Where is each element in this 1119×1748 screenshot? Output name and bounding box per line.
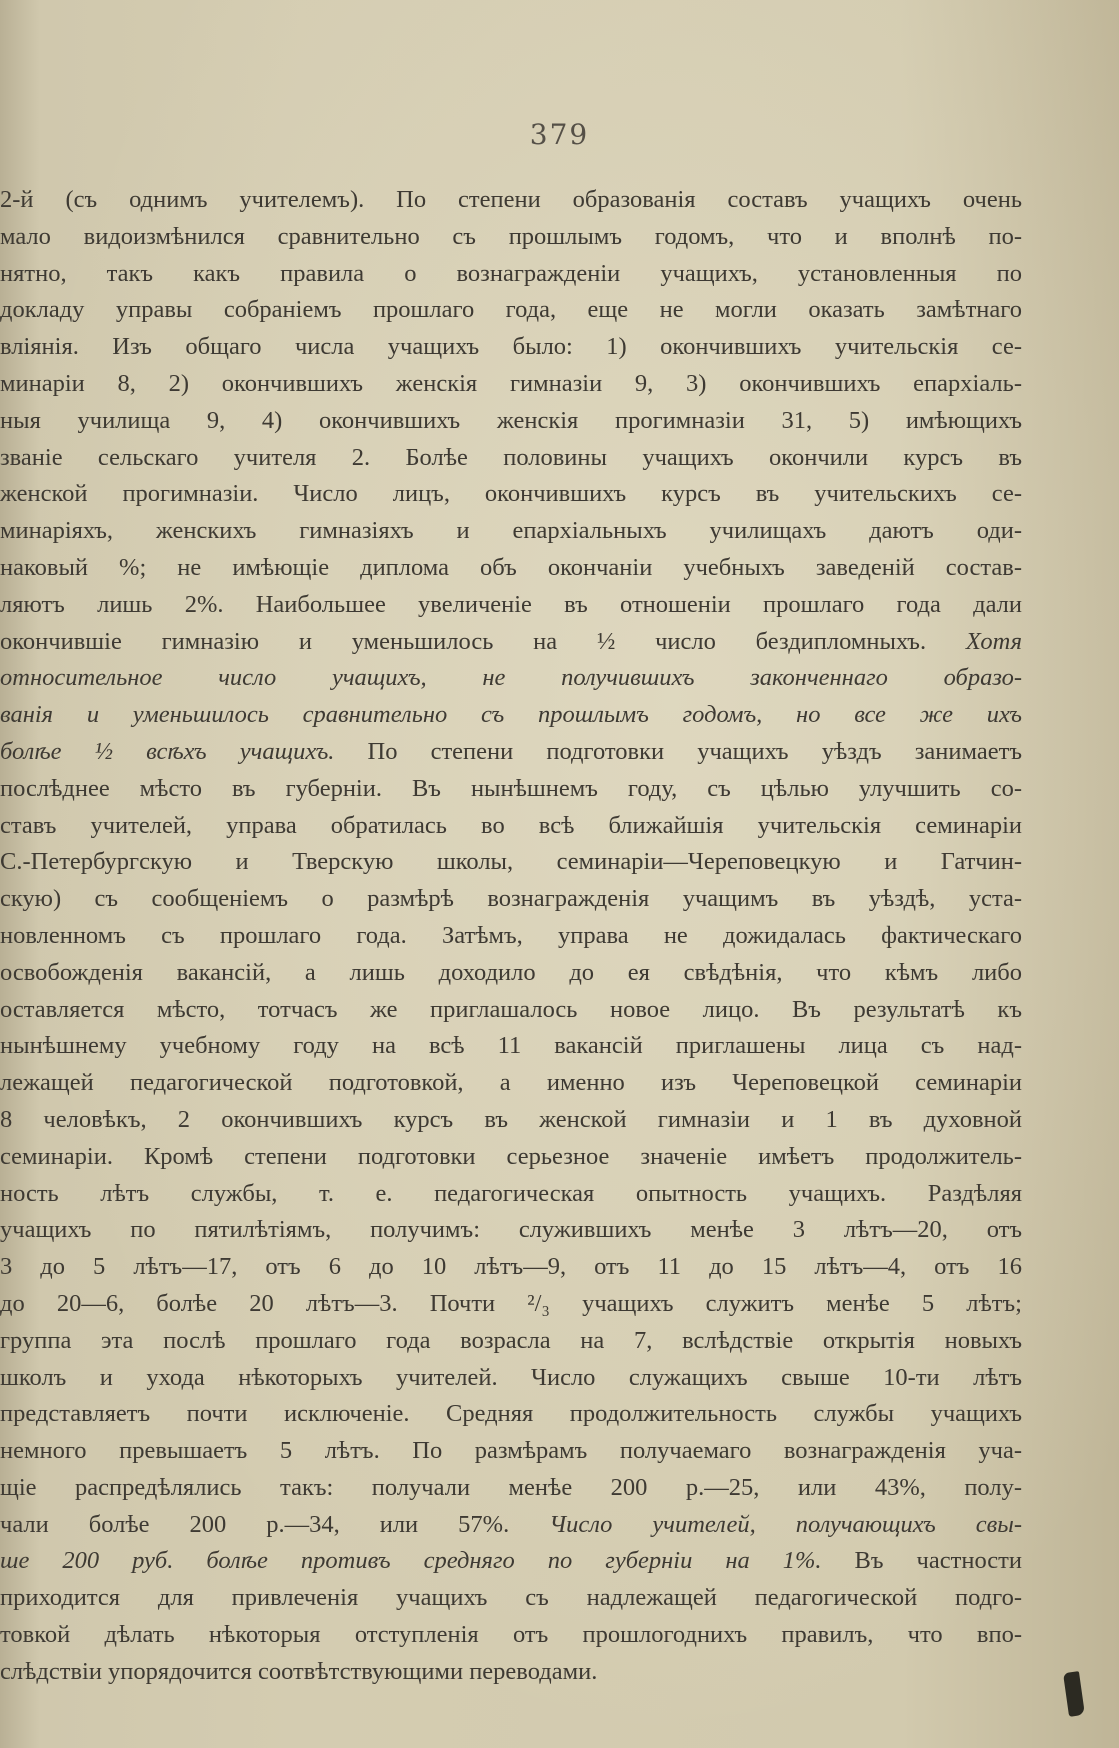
- italic-run: ше 200 руб. болѣе противъ средняго по губерніи на 1%.: [0, 1547, 822, 1575]
- text-line: нынѣшнему учебному году на всѣ 11 вакансій приглашены лица съ над-: [0, 1032, 1022, 1060]
- text-run: чали болѣе 200 р.—34, или 57%.: [0, 1510, 510, 1538]
- text-line: вліянія. Изъ общаго числа учащихъ было: 1) окончившихъ учительскія се-: [0, 333, 1022, 361]
- text-line: 3 до 5 лѣтъ—17, отъ 6 до 10 лѣтъ—9, отъ 11 до 15 лѣтъ—4, отъ 16: [0, 1253, 1022, 1281]
- text-run: По степени подготовки учащихъ уѣздъ занимаетъ: [367, 737, 1022, 765]
- text-line: [0, 734, 1022, 771]
- text-line: представляетъ почти исключеніе. Средняя продолжительность службы учащихъ: [0, 1400, 1022, 1428]
- text-line: скую) съ сообщеніемъ о размѣрѣ вознагражденія учащимъ въ уѣздѣ, уста-: [0, 885, 1022, 913]
- italic-run: Хотя: [965, 627, 1022, 655]
- text-line: немного превышаетъ 5 лѣтъ. По размѣрамъ получаемаго вознагражденія уча-: [0, 1437, 1022, 1465]
- text-line: слѣдствіи упорядочится соотвѣтствующими переводами.: [0, 1657, 598, 1685]
- text-line: лежащей педагогической подготовкой, а именно изъ Череповецкой семинаріи: [0, 1069, 1022, 1097]
- text-line: товкой дѣлать нѣкоторыя отступленія отъ прошлогоднихъ правилъ, что впо-: [0, 1621, 1022, 1649]
- text-line: учащихъ по пятилѣтіямъ, получимъ: служившихъ менѣе 3 лѣтъ—20, отъ: [0, 1216, 1022, 1244]
- text-line: минаріи 8, 2) окончившихъ женскія гимназіи 9, 3) окончившихъ епархіаль-: [0, 369, 1022, 397]
- italic-line: ванія и уменьшилось сравнительно съ прошлымъ годомъ, но все же ихъ: [0, 701, 1022, 729]
- text-line: докладу управы собраніемъ прошлаго года, еще не могли оказать замѣтнаго: [0, 296, 1022, 324]
- binding-edge-mark: [1063, 1671, 1085, 1717]
- text-run: Въ частности: [854, 1547, 1022, 1575]
- text-line: ныя училища 9, 4) окончившихъ женскія прогимназіи 31, 5) имѣющихъ: [0, 406, 1022, 434]
- text-line: щіе распредѣлялись такъ: получали менѣе 200 р.—25, или 43%, полу-: [0, 1473, 1022, 1501]
- text-line: 8 человѣкъ, 2 окончившихъ курсъ въ женской гимназіи и 1 въ духовной: [0, 1105, 1022, 1133]
- text-line: наковый %; не имѣющіе диплома объ окончаніи учебныхъ заведеній состав-: [0, 553, 1022, 581]
- text-line: оставляется мѣсто, тотчасъ же приглашалось новое лицо. Въ результатѣ къ: [0, 995, 1022, 1023]
- text-line: новленномъ съ прошлаго года. Затѣмъ, управа не дожидалась фактическаго: [0, 921, 1022, 949]
- text-line: званіе сельскаго учителя 2. Болѣе половины учащихъ окончили курсъ въ: [0, 443, 1022, 471]
- text-line: мало видоизмѣнился сравнительно съ прошлымъ годомъ, что и вполнѣ по-: [0, 222, 1022, 250]
- text-line: [0, 1543, 1022, 1580]
- text-line: [0, 624, 1022, 661]
- text-line: семинаріи. Кромѣ степени подготовки серьезное значеніе имѣетъ продолжитель-: [0, 1142, 1022, 1170]
- page-number: 379: [529, 118, 590, 151]
- text-line: женской прогимназіи. Число лицъ, окончившихъ курсъ въ учительскихъ се-: [0, 480, 1022, 508]
- text-run: окончившіе гимназію и уменьшилось на ½ число бездипломныхъ.: [0, 627, 927, 655]
- text-line: ность лѣтъ службы, т. е. педагогическая опытность учащихъ. Раздѣляя: [0, 1179, 1022, 1207]
- italic-run: Число учителей, получающихъ свы-: [549, 1510, 1022, 1538]
- text-line: минаріяхъ, женскихъ гимназіяхъ и епархіальныхъ училищахъ даютъ оди-: [0, 517, 1022, 545]
- text-line: приходится для привлеченія учащихъ съ надлежащей педагогической подго-: [0, 1584, 1022, 1612]
- text-line: группа эта послѣ прошлаго года возрасла на 7, вслѣдствіе открытія новыхъ: [0, 1326, 1022, 1354]
- text-line: до 20—6, болѣе 20 лѣтъ—3. Почти ²/₃ учащихъ служитъ менѣе 5 лѣтъ;: [0, 1289, 1022, 1317]
- text-line: послѣднее мѣсто въ губерніи. Въ нынѣшнемъ году, съ цѣлью улучшить со-: [0, 774, 1022, 802]
- text-line: школъ и ухода нѣкоторыхъ учителей. Число служащихъ свыше 10-ти лѣтъ: [0, 1363, 1022, 1391]
- italic-run: болѣе ½ всѣхъ учащихъ.: [0, 737, 335, 765]
- text-line: ляютъ лишь 2%. Наибольшее увеличеніе въ отношеніи прошлаго года дали: [0, 590, 1022, 618]
- text-line: [0, 1507, 1022, 1544]
- body-text: [0, 182, 1022, 1691]
- text-line: освобожденія вакансій, а лишь доходило до ея свѣдѣнія, что кѣмъ либо: [0, 958, 1022, 986]
- text-line: нятно, такъ какъ правила о вознагражденіи учащихъ, установленныя по: [0, 259, 1022, 287]
- text-line: С.-Петербургскую и Тверскую школы, семинаріи—Череповецкую и Гатчин-: [0, 848, 1022, 876]
- text-line: 2-й (съ однимъ учителемъ). По степени образованія составъ учащихъ очень: [0, 186, 1022, 213]
- text-line: ставъ учителей, управа обратилась во всѣ ближайшія учительскія семинаріи: [0, 811, 1022, 839]
- italic-line: относительное число учащихъ, не получившихъ законченнаго образо-: [0, 664, 1022, 692]
